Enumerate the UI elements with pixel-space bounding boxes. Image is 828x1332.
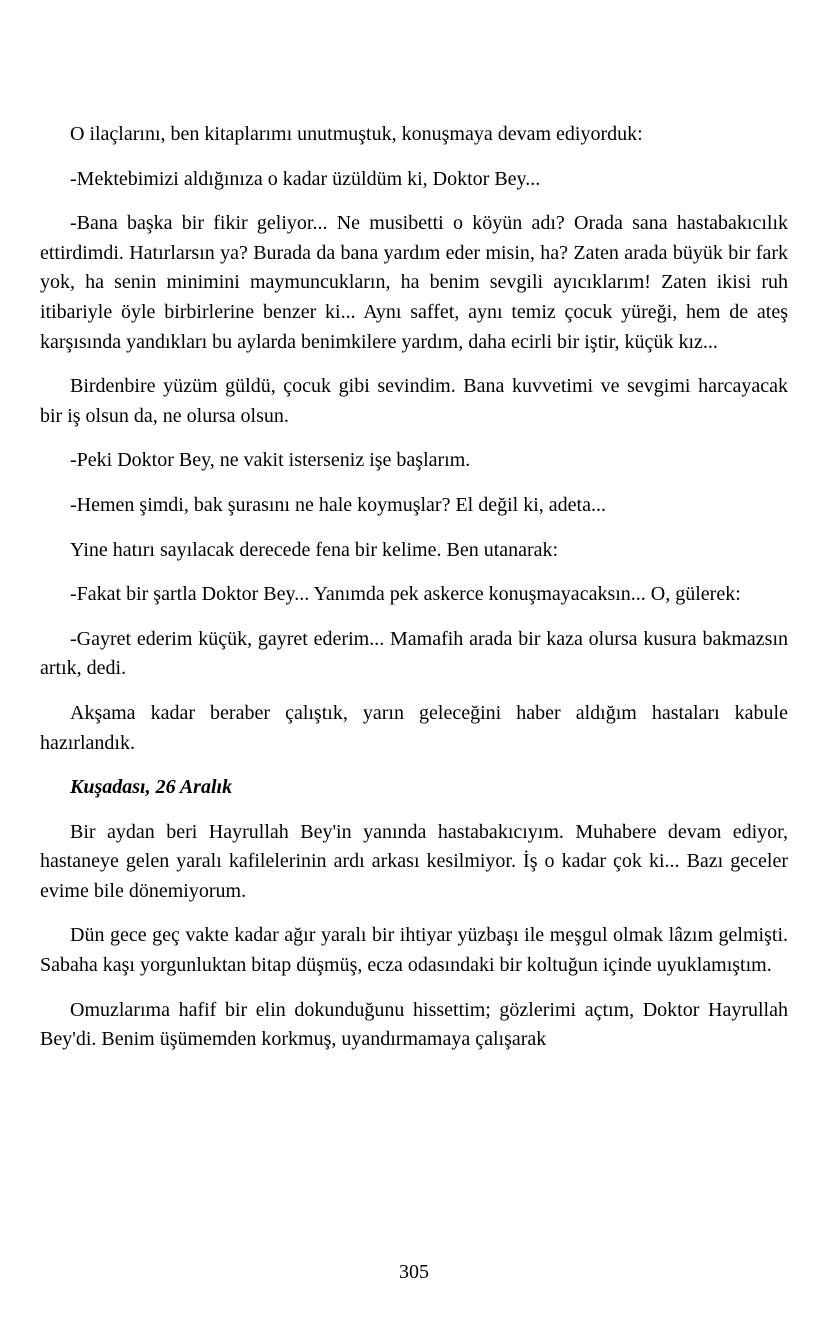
paragraph: Omuzlarıma hafif bir elin dokunduğunu hissettim; gözlerimi açtım, Doktor Hayrullah Bey'di. Benim üşümemden korkmuş, uyandırmamaya çalışarak [40, 998, 788, 1051]
paragraph: -Bana başka bir fikir geliyor... Ne musibetti o köyün adı? Orada sana hastabakıcılık ettirdimdi. Hatırlarsın ya? Burada da bana yardım eder misin, ha? Zaten arada büyük bir fark yok, ha senin minimini maymuncukların, ha benim sevgili ayıcıklarım! Zaten ikisi ruh itibariyle öyle birbirlerine benzer ki... Aynı saffet, aynı temiz çocuk yüreği, hem de ateş karşısında yandıkları bu aylarda benimkilere yardım, daha ecirli bir iştir, küçük kız... [40, 212, 788, 353]
paragraph: -Mektebimizi aldığınıza o kadar üzüldüm ki, Doktor Bey... [70, 167, 541, 190]
page-content [40, 120, 788, 1070]
paragraph: Bir aydan beri Hayrullah Bey'in yanında hastabakıcıyım. Muhabere devam ediyor, hastaneye gelen yaralı kafilelerinin ardı arkası kesilmiyor. İş o kadar çok ki... Bazı geceler evime bile dönemiyorum. [40, 820, 788, 902]
section-heading: Kuşadası, 26 Aralık [70, 776, 233, 799]
paragraph: Yine hatırı sayılacak derecede fena bir kelime. Ben utanarak: [70, 538, 559, 561]
paragraph: O ilaçlarını, ben kitaplarımı unutmuştuk, konuşmaya devam ediyorduk: [70, 123, 643, 145]
paragraph: Akşama kadar beraber çalıştık, yarın geleceğini haber aldığım hastaları kabule hazırlandık. [40, 701, 788, 754]
paragraph: -Gayret ederim küçük, gayret ederim... Mamafih arada bir kaza olursa kusura bakmazsın artık, dedi. [40, 627, 788, 680]
paragraph: -Hemen şimdi, bak şurasını ne hale koymuşlar? El değil ki, adeta... [70, 493, 606, 516]
paragraph: -Fakat bir şartla Doktor Bey... Yanımda pek askerce konuşmayacaksın... O, gülerek: [70, 583, 741, 606]
page-number: 305 [399, 1261, 429, 1283]
paragraph: Dün gece geç vakte kadar ağır yaralı bir ihtiyar yüzbaşı ile meşgul olmak lâzım gelmişti. Sabaha kaşı yorgunluktan bitap düşmüş, ecza odasındaki bir koltuğun içinde uyuklamıştım. [40, 924, 788, 977]
paragraph: Birdenbire yüzüm güldü, çocuk gibi sevindim. Bana kuvvetimi ve sevgimi harcayacak bir iş olsun da, ne olursa olsun. [40, 375, 788, 427]
paragraph: -Peki Doktor Bey, ne vakit isterseniz işe başlarım. [70, 449, 471, 472]
